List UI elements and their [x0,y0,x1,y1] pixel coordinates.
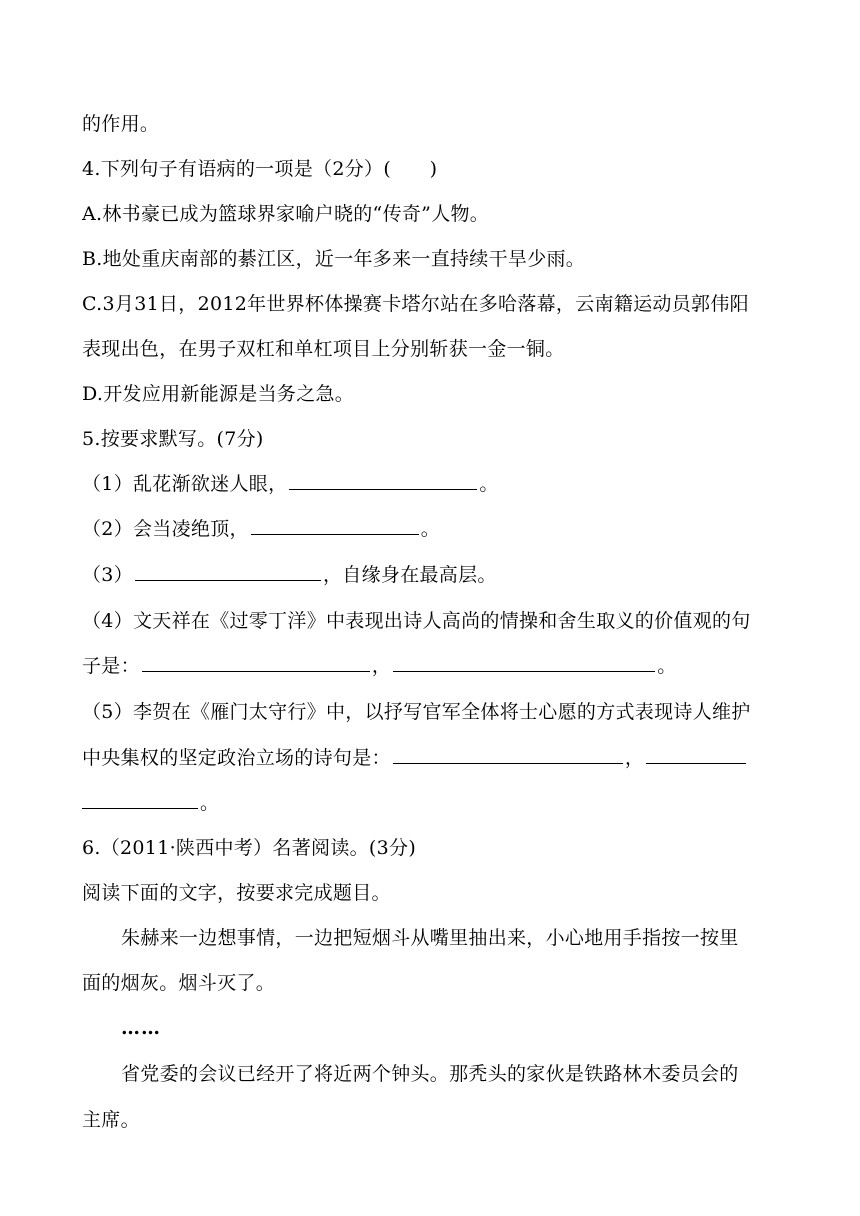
passage-paragraph-2-line2: 主席。 [82,1109,140,1131]
item-text: 。 [420,518,441,540]
item-text: ， [624,747,645,769]
question-4-option-b: B.地处重庆南部的綦江区，近一年多来一直持续干旱少雨。 [82,248,586,270]
question-5-item-5-line1: （5）李贺在《雁门太守行》中，以抒写官军全体将士心愿的方式表现诗人维护 [82,701,751,723]
answer-blank[interactable] [142,652,370,672]
question-4-option-d: D.开发应用新能源是当务之急。 [82,383,355,405]
item-text: 子是： [82,655,140,677]
question-6-intro: 阅读下面的文字，按要求完成题目。 [82,882,391,904]
answer-blank[interactable] [646,744,746,764]
item-text: 中央集权的坚定政治立场的诗句是： [82,747,391,769]
passage-paragraph-1-line2: 面的烟灰。烟斗灭了。 [82,972,276,994]
question-6-stem: 6.（2011·陕西中考）名著阅读。(3分) [82,837,417,859]
item-text: （3） [82,564,133,586]
question-4-stem: 4.下列句子有语病的一项是（2分）( ) [82,158,438,180]
item-text: （2）会当凌绝顶， [82,518,249,540]
question-5-item-4-line2 [82,652,677,680]
passage-paragraph-1-line1: 朱赫来一边想事情，一边把短烟斗从嘴里抽出来，小心地用手指按一按里 [121,927,739,949]
question-5-item-5-line3 [82,789,219,817]
question-5-item-4-line1: （4）文天祥在《过零丁洋》中表现出诗人高尚的情操和舍生取义的价值观的句 [82,610,751,632]
item-text: 。 [200,792,220,814]
question-4-option-a: A.林书豪已成为篮球界家喻户晓的“传奇”人物。 [82,203,490,225]
item-text: ，自缘身在最高层。 [323,564,497,586]
answer-blank[interactable] [251,515,419,535]
passage-ellipsis: …… [121,1017,161,1039]
question-5-item-5-line2 [82,744,748,772]
answer-blank[interactable] [393,744,623,764]
answer-blank[interactable] [82,789,198,809]
question-4-option-c-line1: C.3月31日，2012年世界杯体操赛卡塔尔站在多哈落幕，云南籍运动员郭伟阳 [82,293,749,315]
item-text: ， [371,655,392,677]
question-5-item-1 [82,470,499,498]
item-text: 。 [657,655,677,677]
passage-paragraph-2-line1: 省党委的会议已经开了将近两个钟头。那秃头的家伙是铁路林木委员会的 [121,1063,739,1085]
text-line: 的作用。 [82,113,160,135]
item-text: 。 [479,473,499,495]
item-text: （1）乱花渐欲迷人眼， [82,473,288,495]
question-5-item-3 [82,561,497,589]
question-4-option-c-line2: 表现出色，在男子双杠和单杠项目上分别斩获一金一铜。 [82,338,565,360]
answer-blank[interactable] [393,652,655,672]
question-5-stem: 5.按要求默写。(7分) [82,428,264,450]
answer-blank[interactable] [289,470,477,490]
question-5-item-2 [82,515,440,543]
answer-blank[interactable] [135,561,321,581]
